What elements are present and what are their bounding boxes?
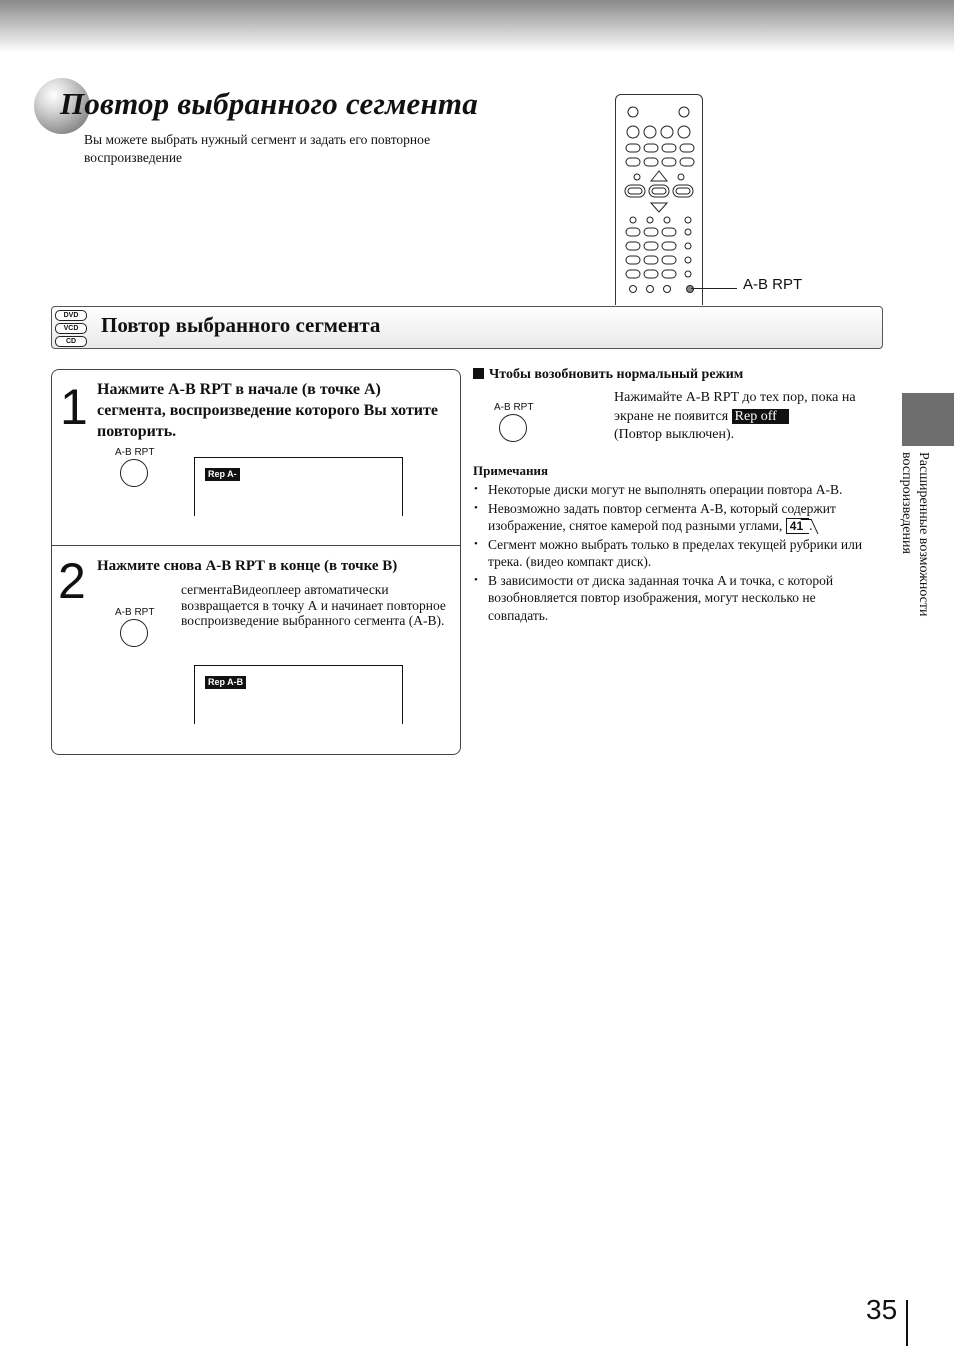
cd-badge: CD xyxy=(55,336,87,347)
note-item xyxy=(473,481,873,499)
section-title: Повтор выбранного сегмента xyxy=(101,313,381,337)
dvd-badge: DVD xyxy=(55,310,87,321)
step-1-instruction: Нажмите A-B RPT в начале (в точке A) сегмента, воспроизведение которого Вы хотите повторить. xyxy=(97,381,438,440)
notes-heading: Примечания xyxy=(473,463,548,478)
note-text: В зависимости от диска заданная точка A и точка, с которой возобновляется повтор изображения, могут несколько не совпадать. xyxy=(488,572,834,623)
resume-heading xyxy=(473,367,743,383)
step-2-description: сегментаВидеоплеер автоматически возвращается в точку А и начинает повторное воспроизведение выбранного сегмента (А-В). xyxy=(181,582,446,628)
callout-line xyxy=(691,288,737,289)
chapter-side-label: Расширенные возможности воспроизведения xyxy=(899,452,931,617)
page-title: Повтор выбранного сегмента xyxy=(60,86,478,121)
resume-button-label: A-B RPT xyxy=(494,402,534,413)
step-1-number: 1 xyxy=(60,379,88,435)
step-divider xyxy=(51,545,461,546)
note-text: Сегмент можно выбрать только в пределах текущей рубрики или трека. (видео компакт диск). xyxy=(488,536,863,569)
header-gradient-band xyxy=(0,0,954,52)
step-2-button-label: A-B RPT xyxy=(115,607,155,618)
osd-rep-off: Rep off xyxy=(732,409,789,424)
step-2-tv-screen xyxy=(194,665,403,724)
page-ref-badge: 41 xyxy=(786,518,809,534)
page-number-rule xyxy=(906,1300,908,1346)
note-item xyxy=(473,572,873,625)
resume-text-before: Нажимайте A-B RPT до тех пор, пока на экране не появится xyxy=(614,390,856,424)
step-1-tv-screen xyxy=(194,457,403,516)
remote-ab-rpt-label: A-B RPT xyxy=(743,276,803,293)
note-text: Невозможно задать повтор сегмента А-В, который содержит изображение, снятое камерой под разными углами, xyxy=(488,500,836,533)
ab-rpt-button-icon xyxy=(120,459,148,487)
square-bullet-icon xyxy=(473,368,484,379)
osd-rep-ab: Rep A-B xyxy=(205,676,246,689)
page-number: 35 xyxy=(866,1294,898,1325)
note-item: • Невозможно задать повтор сегмента А-В, который содержит изображение, снятое камерой под разными углами, 41 . xyxy=(473,500,873,535)
disc-type-badges xyxy=(55,310,87,349)
intro-text: Вы можете выбрать нужный сегмент и задать его повторное воспроизведение xyxy=(84,132,431,165)
remote-control-illustration xyxy=(615,94,703,305)
notes-list xyxy=(473,481,873,625)
chapter-side-tab xyxy=(902,393,954,446)
step-1-button-label: A-B RPT xyxy=(115,447,155,458)
remote-buttons-graphic xyxy=(616,95,702,305)
step-2-instruction: Нажмите снова A-B RPT в конце (в точке B) xyxy=(97,558,398,574)
resume-instruction xyxy=(614,389,884,445)
ab-rpt-button-icon xyxy=(499,414,527,442)
resume-heading-text: Чтобы возобновить нормальный режим xyxy=(489,367,744,382)
resume-text-after: (Повтор выключен). xyxy=(614,427,735,442)
step-2-number: 2 xyxy=(58,553,86,609)
osd-rep-a: Rep A- xyxy=(205,468,240,481)
note-item xyxy=(473,536,873,571)
vcd-badge: VCD xyxy=(55,323,87,334)
note-text: Некоторые диски могут не выполнять операции повтора А-В. xyxy=(488,482,843,497)
ab-rpt-button-icon xyxy=(120,619,148,647)
